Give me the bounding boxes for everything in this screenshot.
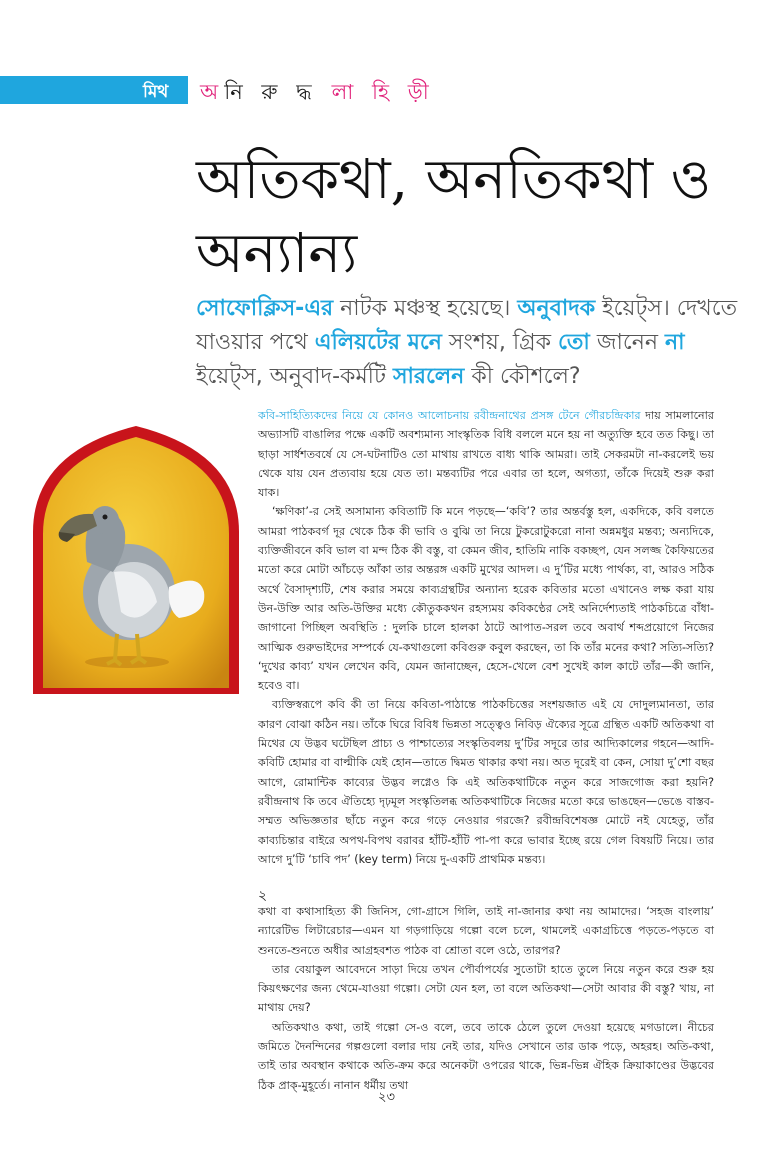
body-paragraph: তার বেয়াকুল আবেদনে সাড়া দিয়ে তখন পৌর্বাপর্যের সুতোটা হাতে তুলে নিয়ে নতুন করে শুরু হয় কিয়ৎক্ষণের জন্য থেমে-যাওয়া গল্পো। সেটা যেন হল, তা বলে অতিকথা—সেটা আবার কী বস্তু? খায়, না মাথায় দেয়? [258,962,714,1015]
deck-text: জানেন [589,330,665,355]
body-paragraph [258,406,714,502]
body-paragraph: ব্যক্তিস্বরূপে কবি কী তা নিয়ে কবিতা-পাঠান্তে পাঠকচিত্তের সংশয়জাত এই যে দোদুল্যমানতা, তার কারণ বোঝা কঠিন নয়। তাঁকে ঘিরে বিবিধ ভিন্নতা সত্ত্বেও নিবিড় ঐক্যের সূত্রে গ্রন্থিত একটি অতিকথা বা মিথের যে উদ্ভব ঘটেছিল প্রাচ্য ও পাশ্চাত্যের সংস্কৃতিবলয় দু’টির সদূরে তার আদ্যিকালের গহনে—আদি-কবিটি হোমার বা বাল্মীকি যেই হোন—তাতে দ্বিমত থাকার কথা নয়। অত দূরেই বা কেন, সোয়া দু’শো বছর আগে, রোমান্টিক কাব্যের উদ্ভব লগ্নেও কি এই অতিকথাটিকে নতুন করে সাজগোজ করা হয়নি? রবীন্দ্রনাথ কি তবে ঐতিহ্যে দৃঢ়মূল সংস্কৃতিলব্ধ অতিকথাটিকে নিজের মতো করে ভাঙছেন—ভেঙে বাস্তব-সম্মত অভিজ্ঞতার ছাঁচে নতুন করে গড়ে নেওয়ার গরজে? রবীন্দ্রবিশেষজ্ঞ মোটে নই যেহেতু, তাঁর কাব্যচিন্তার বাইরে অপথ-বিপথ বরাবর হাঁটি-হাঁটি পা-পা করে ভাবার ইচ্ছে রয়ে গেল বিষয়টি নিয়ে। তার আগে দু’টি ‘চাবি পদ’ (key term) নিয়ে দু-একটি প্রাথমিক মন্তব্য। [258,698,714,866]
deck-text: সংশয়, গ্রিক [441,330,558,355]
page-number: ২৩ [378,1090,395,1105]
article-header [0,76,770,104]
deck-text: ইয়েট্‌স, অনুবাদ-কর্মটি [196,364,393,389]
section-number: ২ [258,888,268,904]
deck-highlight: না [664,330,685,355]
section-tag: মিথ [143,82,169,102]
deck-highlight: সারলেন [392,364,465,389]
author-surname: লা হি ড়ী [331,80,435,104]
deck-highlight: অনুবাদক [517,296,596,321]
deck-text: কী কৌশলে? [464,364,581,389]
paragraph-text: দায় সামলানোর অভ্যাসটি বাঙালির পক্ষে একটি অবশ্যমান্য সাংস্কৃতিক বিধি বললে মনে হয় না অত্যুক্তি হবে তত কিছু। তা ছাড়া সার্ধশতবর্ষে যে সে-ঘটনাটিও তো মাথায় রাখতে বাধ্য থাকি আমরা। তাই সেকরমটা না-করলেই ভয় থেকে যায় যেন প্রত্যবায় হয়ে যেত তা। মন্তব্যটির পরে এবার তা হলে, অগত্যা, তাঁকে দিয়েই শুরু করা যাক। [258,409,714,500]
author-first-name: নি রু দ্ধ [224,80,318,104]
article-body-section-2 [258,902,714,1095]
dodo-icon [29,422,243,698]
article-body [258,406,714,869]
author-name [200,76,435,111]
body-paragraph: অতিকথাও কথা, তাই গল্পো সে-ও বলে, তবে তাকে ঠেলে তুলে দেওয়া হয়েছে মগডালে। নীচের জমিতে দৈনন্দিনের গল্পগুলো বলার দায় নেই তার, যদিও সেখানে তার ডাক পড়ে, অহরহ। অতি-কথা, তাই তার অবস্থান কথাকে অতি-ক্রম করে অনেকটা ওপরের থাকে, ভিন্ন-ভিন্ন ঐহিক ক্রিয়াকাণ্ডের উদ্ভবের ঠিক প্রাক্‌-মুহূর্তে। নানান ধর্মীয় তথা [258,1020,714,1092]
section-bar [0,76,188,104]
article-title: অতিকথা, অনতিকথা ও অন্যান্য [196,147,712,285]
deck-highlight: তো [558,330,590,355]
deck-text: ইয়েট্‌স। দেখতে যাওয়ার পথে [196,296,738,355]
deck-highlight: এলিয়টের মনে [314,330,442,355]
author-initial: অ [200,80,225,104]
body-paragraph: ‘ক্ষণিকা’-র সেই অসামান্য কবিতাটি কি মনে পড়ছে—‘কবি’? তার অন্তর্বস্তু হল, একদিকে, কবি বলতে আমরা পাঠকবর্গ দূর থেকে ঠিক কী ভাবি ও বুঝি তা নিয়ে টুকরোটুকরো নানা অন্নমধুর মন্তব্য; অন্যদিকে, ব্যক্তিজীবনে কবি ভাল বা মন্দ ঠিক কী বস্তু, বা কেমন জীব, হাতিমি নাকি বকচ্ছপ, যেন সলজ্জ কৈফিয়তের মতো করে মোটা আঁচড়ে আঁকা তার অন্তরঙ্গ একটি মুখের আদল। এ দু’টির মধ্যে পার্থক্য, বা, আরও সঠিক অর্থে বৈসাদৃশ্যটি, শেষ করার সময়ে কাব্যগ্রন্থটির অন্যান্য হরেক কবিতার মতো এখানেও লক্ষ করা যায় উন-উক্তি আর অতি-উক্তির মধ্যে কৌতুককথন রহস্যময় কবিকণ্ঠের সেই অনির্দেশ্যতাই পাঠকচিত্রে বাঁধা-জাগানো পিচ্ছিল অবস্থিতি : দুলকি চালে হালকা ঠাটে আপাত-সরল তবে অবার্থ শব্দপ্রয়োগে নিজের আত্মিক গুরুভাইদের সম্পর্কে যে-কথাগুলো কবিগুরু কবুল করছেন, তা কি তাঁর মনের কথা? সত্যি-সত্যি? ‘দুখের কাব্য’ যখন লেখেন কবি, যেমন জানাচ্ছেন, হেসে-খেলে বেশ সুখেই কাল কাটে তাঁর—কী জানি, হবেও বা। [258,505,714,693]
article-deck [196,292,756,394]
body-paragraph: কথা বা কথাসাহিত্য কী জিনিস, গো-গ্রাসে গিলি, তাই না-জানার কথা নয় আমাদের। ‘সহজ বাংলায়’ ন্যারেটিভ লিটারেচার—এমন যা গড়গাড়িয়ে গল্পো বলে চলে, থামলেই একাগ্রচিত্তে পড়তে-পড়তে বা শুনতে-শুনতে অধীর আগ্রহবশত পাঠক বা শ্রোতা বলে ওঠে, তারপর? [258,905,714,957]
deck-text: নাটক মঞ্চস্থ হয়েছে। [333,296,518,321]
deck-highlight: সোফোক্লিস-এর [196,296,334,321]
lead-in-text: কবি-সাহিত্যিকদের নিয়ে যে কোনও আলোচনায় রবীন্দ্রনাথের প্রসঙ্গ টেনে গৌরচন্দ্রিকার [258,409,641,422]
dodo-illustration [29,422,243,698]
